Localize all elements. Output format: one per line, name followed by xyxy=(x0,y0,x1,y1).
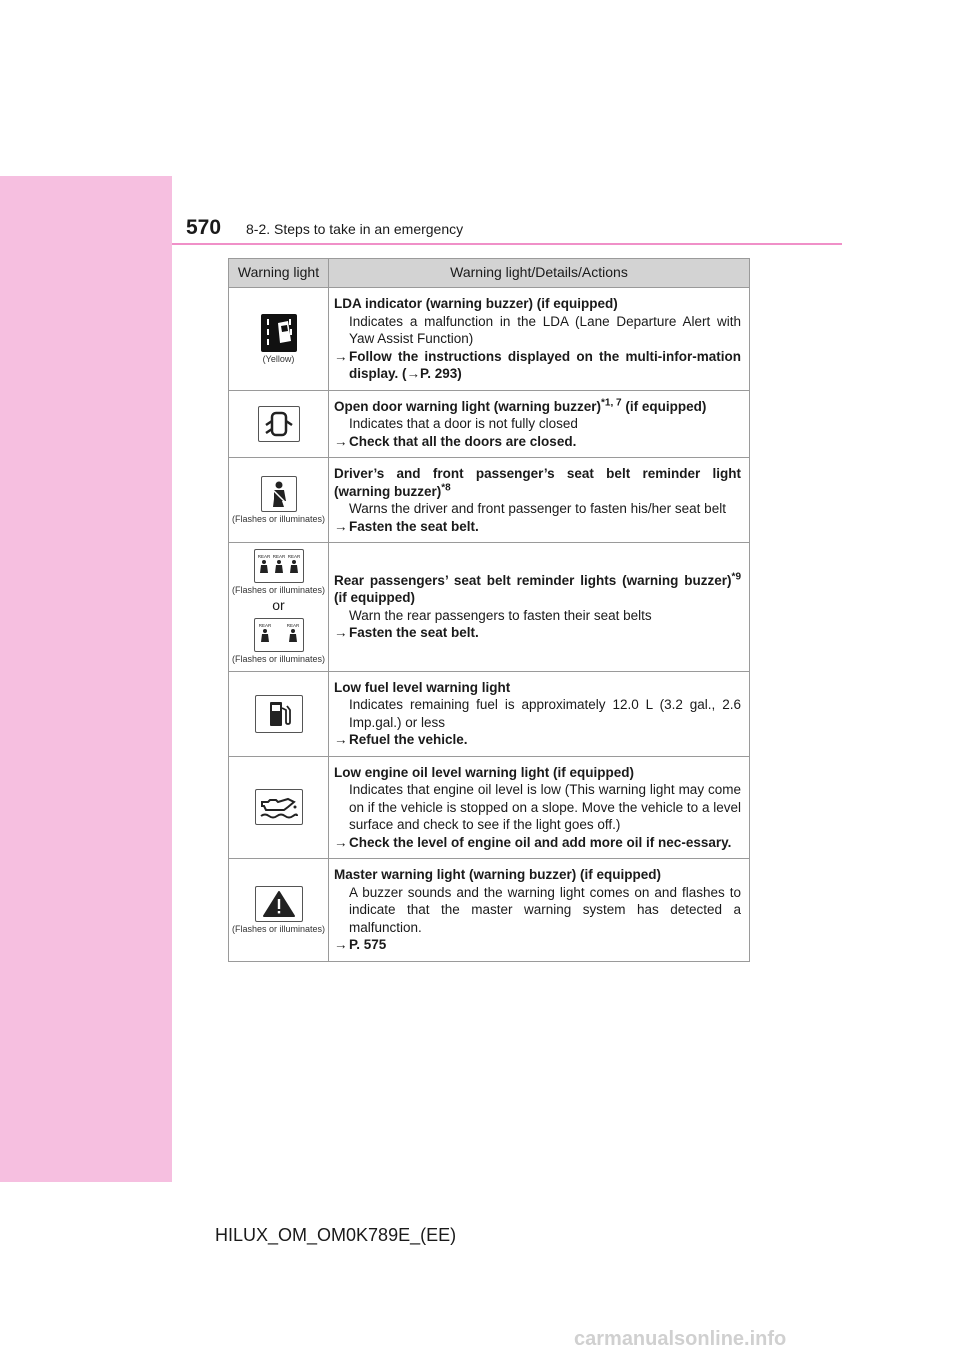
rear-label: REAR xyxy=(272,554,285,559)
icon-cell xyxy=(229,756,329,859)
table-row xyxy=(229,859,750,962)
row-action xyxy=(334,936,741,954)
action-text: Fasten the seat belt. xyxy=(349,625,479,641)
oil-level-icon xyxy=(255,789,303,825)
arrow-icon: → xyxy=(334,348,348,364)
details-cell xyxy=(329,756,750,859)
icon-cell xyxy=(229,859,329,962)
rear-label: REAR xyxy=(286,623,299,628)
header-rule xyxy=(172,243,842,245)
row-action xyxy=(334,433,741,451)
row-description: Warn the rear passengers to fasten their seat belts xyxy=(349,607,652,623)
table-header-row xyxy=(229,259,750,288)
arrow-icon: → xyxy=(334,732,348,747)
footnote-ref: *9 xyxy=(731,571,741,583)
row-action xyxy=(334,348,741,383)
footer-document-code: HILUX_OM_OM0K789E_(EE) xyxy=(215,1225,457,1245)
icon-note: (Flashes or illuminates) xyxy=(231,923,326,934)
master-warning-icon xyxy=(255,886,303,922)
action-text: Fasten the seat belt. xyxy=(349,518,479,534)
table-row xyxy=(229,671,750,756)
rear-seat-belt-icon xyxy=(254,549,304,583)
watermark: carmanualsonline.info xyxy=(574,1328,787,1350)
rear-seat-belt-icon-alt xyxy=(254,618,304,652)
row-title: Open door warning light (warning buzzer)$^{*1, 7}$ (if equipped) xyxy=(334,397,707,414)
row-title: LDA indicator (warning buzzer) (if equipped) xyxy=(334,296,618,311)
fuel-pump-icon xyxy=(255,695,303,733)
action-text: Check that all the doors are closed. xyxy=(349,433,577,449)
table-row xyxy=(229,458,750,543)
arrow-icon: → xyxy=(334,518,348,534)
details-cell xyxy=(329,288,750,391)
rear-label: REAR xyxy=(258,623,271,628)
page-number: 570 xyxy=(186,216,222,239)
details-cell xyxy=(329,390,750,458)
side-band xyxy=(0,176,172,1182)
row-title: Master warning light (warning buzzer) (if equipped) xyxy=(334,867,661,882)
or-separator: or xyxy=(272,596,285,613)
icon-cell xyxy=(229,543,329,672)
footnote-ref: *1, 7 xyxy=(601,397,622,408)
icon-cell xyxy=(229,390,329,458)
row-action xyxy=(334,624,741,642)
warning-light-table xyxy=(228,258,750,962)
arrow-icon: → xyxy=(334,834,348,850)
row-description: A buzzer sounds and the warning light comes on and flashes to indicate that the master warning system has detected a malfunction. xyxy=(349,884,741,935)
details-cell xyxy=(329,671,750,756)
icon-note: (Yellow) xyxy=(262,353,295,364)
action-text: Refuel the vehicle. xyxy=(349,732,468,747)
icon-cell xyxy=(229,288,329,391)
row-description: Warns the driver and front passenger to fasten his/her seat belt xyxy=(349,501,726,516)
details-cell xyxy=(329,543,750,672)
seat-belt-icon xyxy=(261,476,297,512)
row-title: Low engine oil level warning light (if equipped) xyxy=(334,764,635,780)
rear-label: REAR xyxy=(287,554,300,559)
row-title: Low fuel level warning light xyxy=(334,679,511,695)
details-cell xyxy=(329,859,750,962)
section-title: 8-2. Steps to take in an emergency xyxy=(246,221,464,237)
table-row xyxy=(229,543,750,672)
icon-note: (Flashes or illuminates) xyxy=(231,513,326,524)
row-action xyxy=(334,518,741,536)
arrow-icon: → xyxy=(334,937,348,952)
row-action xyxy=(334,731,741,749)
icon-cell xyxy=(229,671,329,756)
action-text: Follow the instructions displayed on the multi-infor-mation display. (→P. 293) xyxy=(349,348,741,381)
icon-cell xyxy=(229,458,329,543)
row-title: Rear passengers’ seat belt reminder lights (warning buzzer)$^{*9}$ (if equipped) xyxy=(334,571,741,606)
table-row xyxy=(229,390,750,458)
row-title: Driver’s and front passenger’s seat belt reminder light (warning buzzer)$^{*8}$ xyxy=(334,466,741,499)
row-description: Indicates remaining fuel is approximately 12.0 L (3.2 gal., 2.6 Imp.gal.) or less xyxy=(349,697,741,730)
open-door-icon xyxy=(258,406,300,442)
icon-note: (Flashes or illuminates) xyxy=(231,585,326,595)
action-text: Check the level of engine oil and add more oil if nec-essary. xyxy=(349,834,732,850)
row-description: Indicates a malfunction in the LDA (Lane Departure Alert with Yaw Assist Function) xyxy=(349,313,741,346)
header-warning-light: Warning light xyxy=(229,259,329,288)
row-description: Indicates that engine oil level is low (This warning light may come on if the vehicle is stopped on a slope. Move the vehicle to a level surface and check to see if the light goes off.) xyxy=(349,782,741,832)
rear-label: REAR xyxy=(257,554,270,559)
lda-icon xyxy=(261,314,297,352)
arrow-icon: → xyxy=(334,433,348,449)
page-reference-link[interactable]: P. 575 xyxy=(349,937,387,952)
table-row xyxy=(229,756,750,859)
row-description: Indicates that a door is not fully closed xyxy=(349,416,578,431)
row-action xyxy=(334,834,741,852)
icon-note: (Flashes or illuminates) xyxy=(231,654,326,664)
table-row xyxy=(229,288,750,391)
arrow-icon: → xyxy=(334,625,348,641)
header-details-actions: Warning light/Details/Actions xyxy=(329,259,750,288)
details-cell xyxy=(329,458,750,543)
footnote-ref: *8 xyxy=(441,482,451,493)
